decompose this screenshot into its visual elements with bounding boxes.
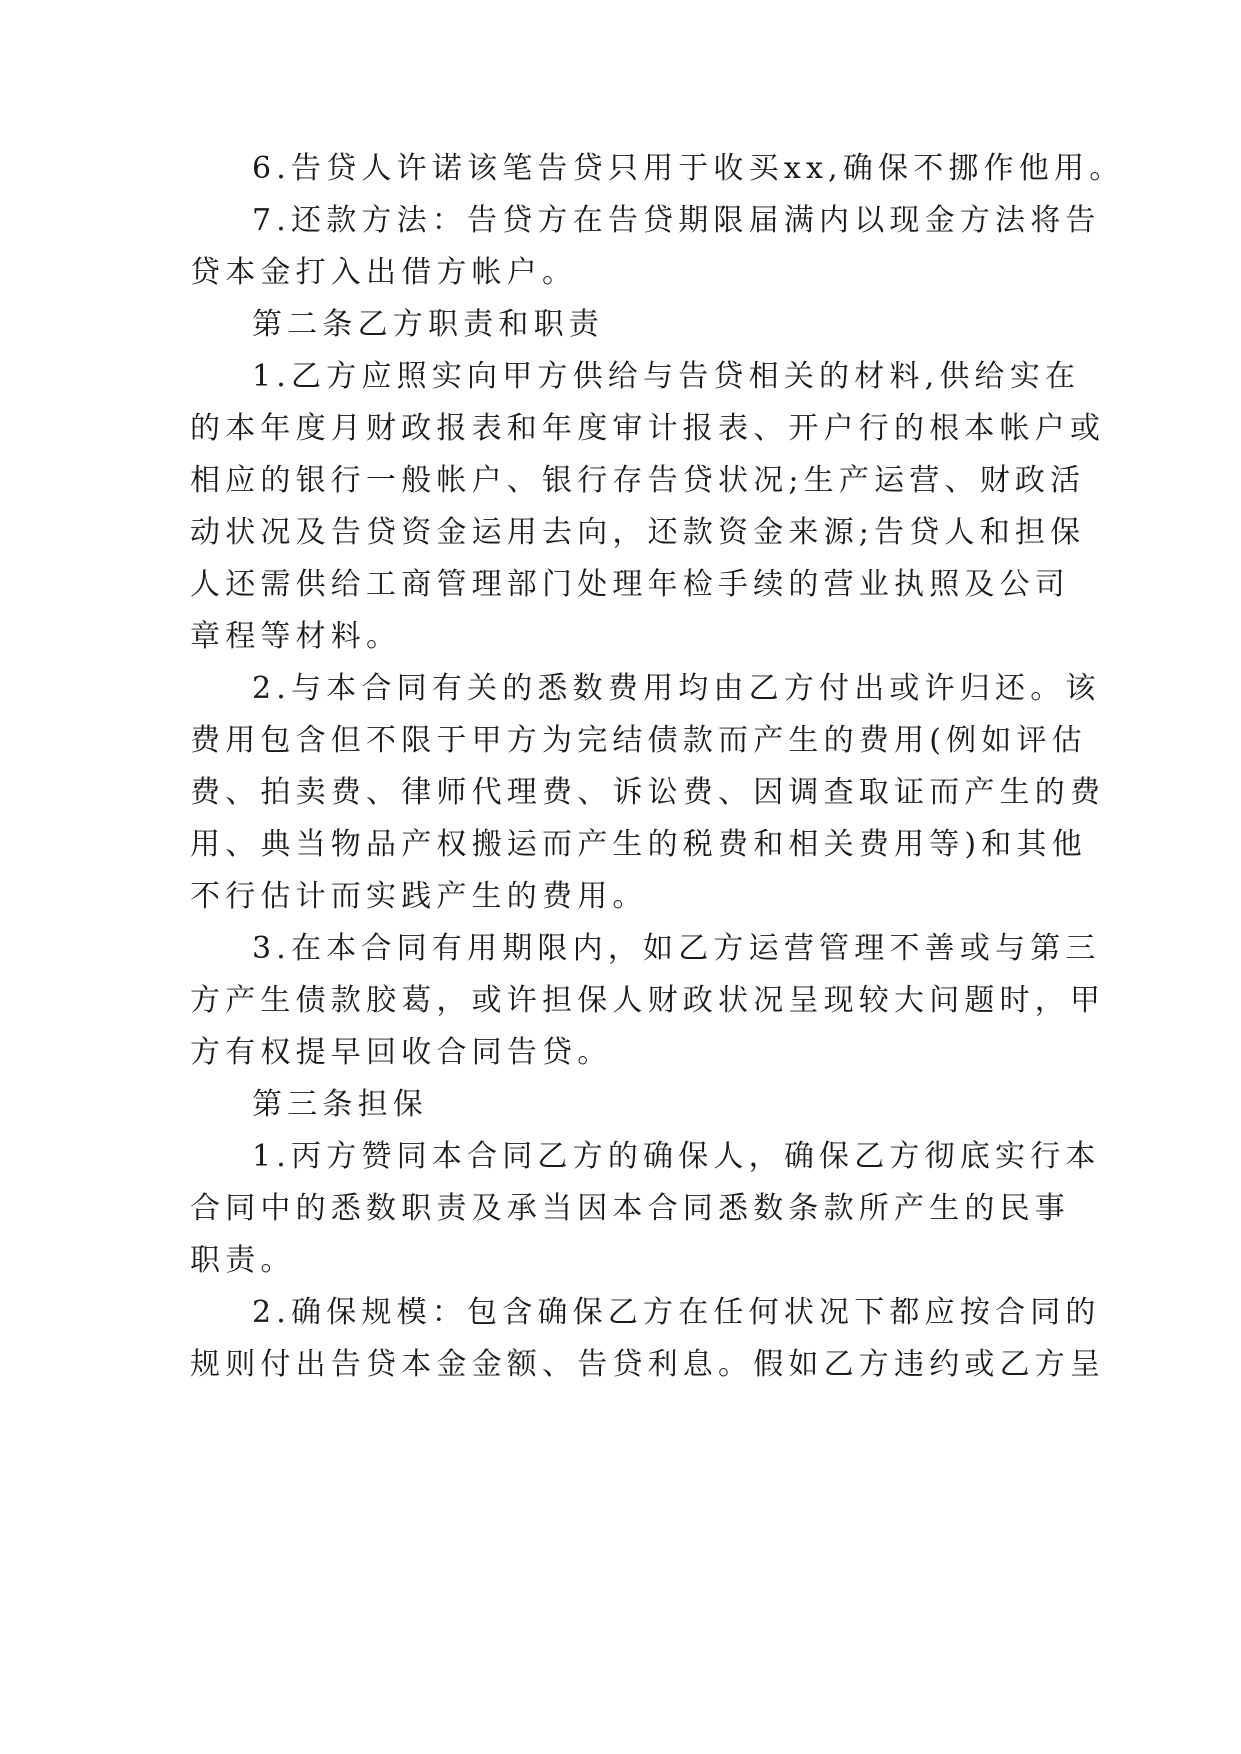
- text-line: 1.乙方应照实向甲方供给与告贷相关的材料,供给实在: [252, 359, 1081, 394]
- section-heading: 第二条乙方职责和职责: [252, 307, 604, 342]
- text-line: 方有权提早回收合同告贷。: [190, 1035, 613, 1070]
- text-line: 费、拍卖费、律师代理费、诉讼费、因调查取证而产生的费: [190, 775, 1106, 810]
- text-line: 用、典当物品产权搬运而产生的税费和相关费用等)和其他: [190, 827, 1087, 862]
- text-line: 贷本金打入出借方帐户。: [190, 255, 578, 290]
- text-line: 7.还款方法：告贷方在告贷期限届满内以现金方法将告: [252, 203, 1101, 238]
- text-line: 人还需供给工商管理部门处理年检手续的营业执照及公司: [190, 567, 1070, 602]
- section-heading: 第三条担保: [252, 1087, 428, 1122]
- text-line: 合同中的悉数职责及承当因本合同悉数条款所产生的民事: [190, 1191, 1070, 1226]
- text-line: 规则付出告贷本金金额、告贷利息。假如乙方违约或乙方呈: [190, 1347, 1106, 1382]
- text-line: 动状况及告贷资金运用去向，还款资金来源;告贷人和担保: [190, 515, 1086, 550]
- text-line: 不行估计而实践产生的费用。: [190, 879, 648, 914]
- text-line: 2.与本合同有关的悉数费用均由乙方付出或许归还。该: [252, 671, 1101, 706]
- text-line: 费用包含但不限于甲方为完结债款而产生的费用(例如评估: [190, 723, 1087, 758]
- text-line: 方产生债款胶葛，或许担保人财政状况呈现较大问题时，甲: [190, 983, 1106, 1018]
- text-line: 的本年度月财政报表和年度审计报表、开户行的根本帐户或: [190, 411, 1106, 446]
- text-line: 1.丙方赞同本合同乙方的确保人，确保乙方彻底实行本: [252, 1139, 1101, 1174]
- text-line: 职责。: [190, 1243, 296, 1278]
- text-line: 相应的银行一般帐户、银行存告贷状况;生产运营、财政活: [190, 463, 1086, 498]
- text-line: 2.确保规模：包含确保乙方在任何状况下都应按合同的: [252, 1295, 1101, 1330]
- text-line: 6.告贷人许诺该笔告贷只用于收买xx,确保不挪作他用。: [252, 151, 1125, 186]
- text-line: 章程等材料。: [190, 619, 402, 654]
- text-line: 3.在本合同有用期限内，如乙方运营管理不善或与第三: [252, 931, 1101, 966]
